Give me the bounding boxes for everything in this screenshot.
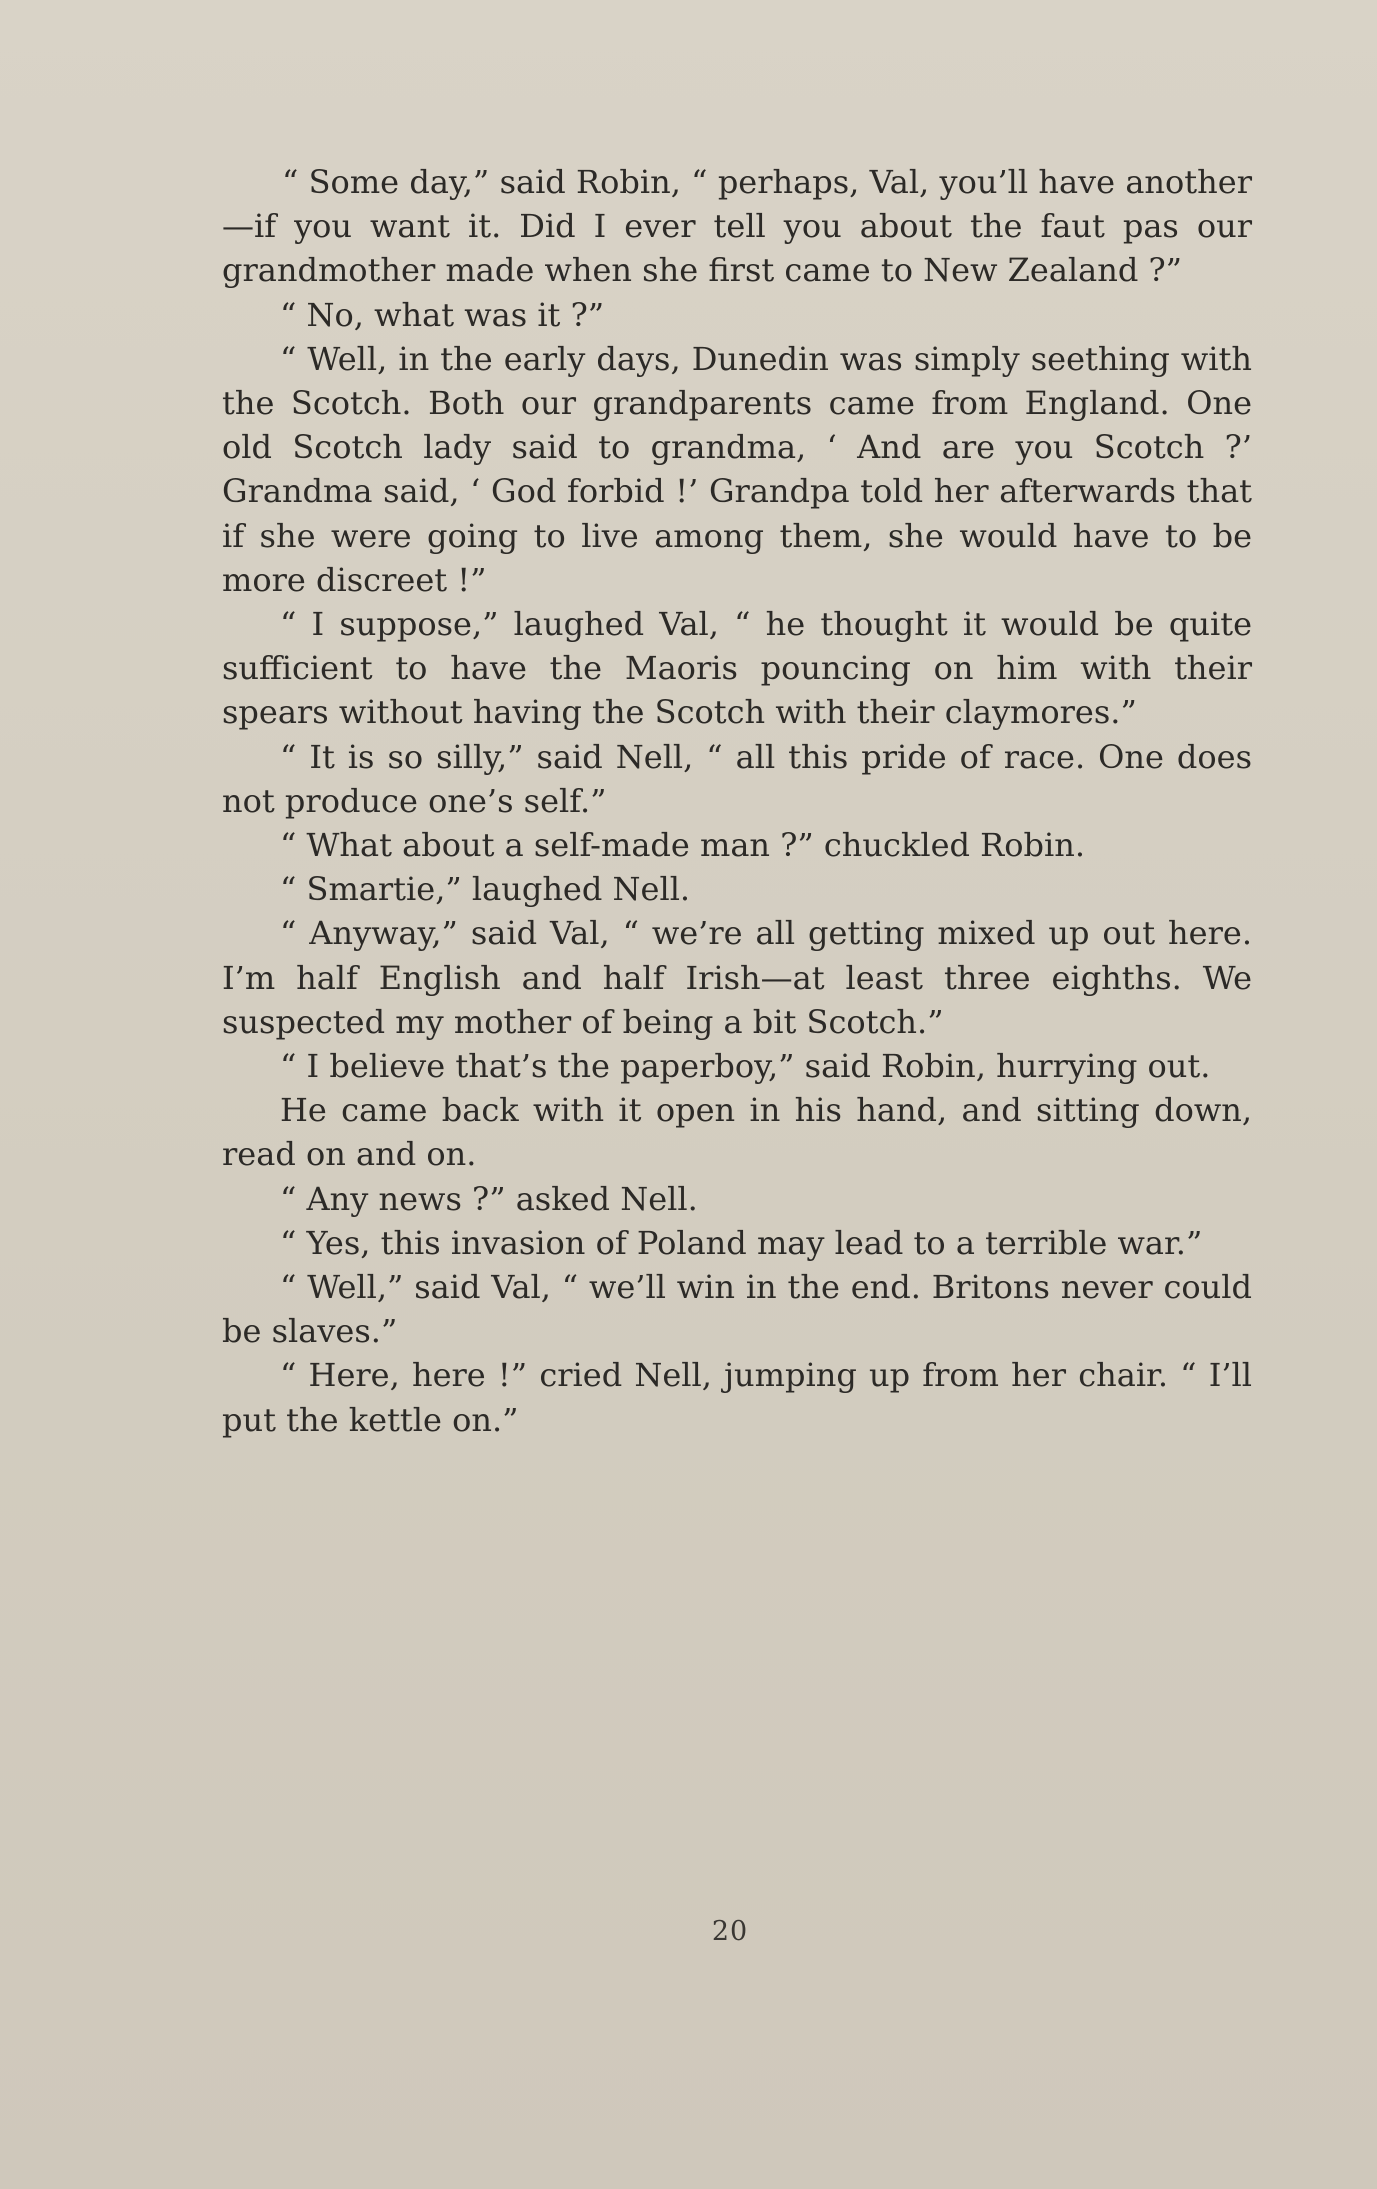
paragraph: “ Smartie,” laughed Nell. bbox=[280, 870, 691, 909]
paragraph: “ Yes, this invasion of Poland may lead to a terrible war.” bbox=[280, 1223, 1203, 1262]
paragraph: “ No, what was it ?” bbox=[280, 295, 605, 334]
body-text bbox=[222, 160, 1252, 1442]
paragraph: “ I believe that’s the paperboy,” said Robin, hurrying out. bbox=[280, 1047, 1211, 1086]
paragraph: “ Here, here !” cried Nell, jumping up from her chair. “ I’ll put the kettle on.” bbox=[222, 1356, 1252, 1439]
page-number: 20 bbox=[711, 1916, 749, 1947]
paragraph: “ Anyway,” said Val, “ we’re all getting mixed up out here. I’m half English and half Irish—at least three eighths. We suspected my mother of being a bit Scotch.” bbox=[222, 914, 1252, 1041]
paragraph: “ Any news ?” asked Nell. bbox=[280, 1179, 698, 1218]
paragraph: “ It is so silly,” said Nell, “ all this pride of race. One does not produce one’s self.” bbox=[222, 737, 1252, 820]
paragraph: “ Well,” said Val, “ we’ll win in the end. Britons never could be slaves.” bbox=[222, 1268, 1252, 1351]
paragraph: “ I suppose,” laughed Val, “ he thought it would be quite sufficient to have the Maoris pouncing on him with their spears without having the Scotch with their claymores.” bbox=[222, 605, 1252, 732]
paragraph: “ Well, in the early days, Dunedin was simply seething with the Scotch. Both our grandparents came from England. One old Scotch lady said to grandma, ‘ And are you Scotch ?’ Grandma said, ‘ God forbid !’ Grandpa told her afterwards that if she were going to live among them, she would have to be more discreet !” bbox=[222, 339, 1252, 599]
paragraph: He came back with it open in his hand, and sitting down, read on and on. bbox=[222, 1091, 1252, 1174]
paragraph: “ What about a self-made man ?” chuckled Robin. bbox=[280, 826, 1086, 865]
paragraph: “ Some day,” said Robin, “ perhaps, Val, you’ll have another—if you want it. Did I ever tell you about the faut pas our grandmother made when she first came to New Zealand ?” bbox=[222, 163, 1252, 290]
